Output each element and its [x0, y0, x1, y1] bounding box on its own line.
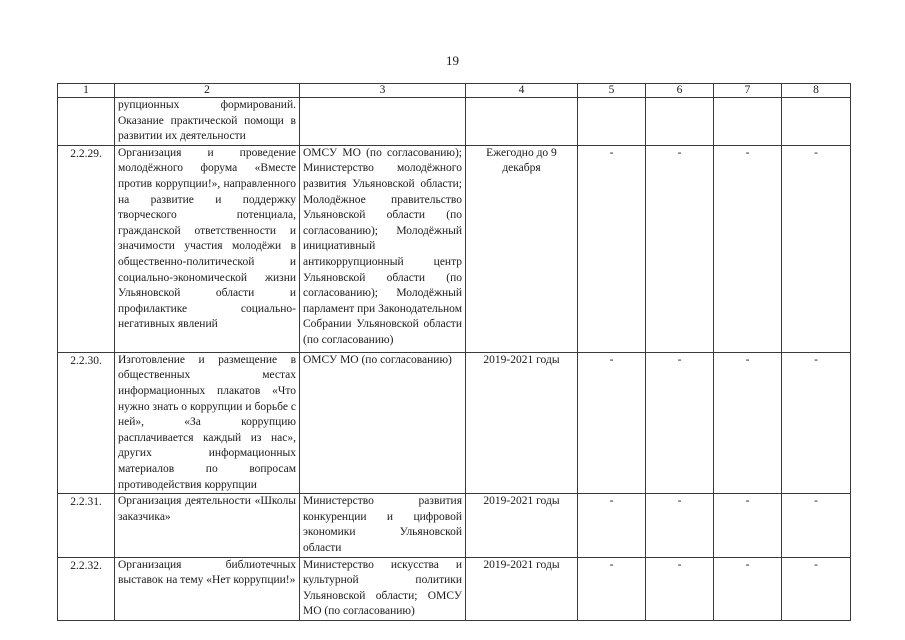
- table-row: [58, 557, 851, 620]
- column-header: 3: [300, 84, 466, 98]
- value-cell: -: [646, 352, 714, 493]
- column-header: 7: [714, 84, 782, 98]
- value-cell: -: [782, 145, 851, 352]
- action-cell: Организация библиотечных выставок на тему «Нет коррупции!»: [115, 557, 300, 620]
- value-cell: -: [714, 145, 782, 352]
- row-number: 2.2.30.: [58, 352, 115, 493]
- column-header: 4: [466, 84, 578, 98]
- action-cell: рупционных формирований. Оказание практической помощи в развитии их деятельности: [115, 98, 300, 146]
- measures-table: [57, 83, 851, 621]
- column-header: 6: [646, 84, 714, 98]
- table-row: [58, 145, 851, 352]
- row-number: 2.2.29.: [58, 145, 115, 352]
- term-cell: 2019-2021 годы: [466, 352, 578, 493]
- term-cell: 2019-2021 годы: [466, 557, 578, 620]
- action-cell: Организация и проведение молодёжного форума «Вместе против коррупции!», направленного на развитие и поддержку творческого потенциала, гражданской ответственности и значимости участия молодёжи в общественно-политической и социально-экономической жизни Ульяновской области и профилактике социально-негативных явлений: [115, 145, 300, 352]
- row-number: 2.2.32.: [58, 557, 115, 620]
- term-cell: [466, 98, 578, 146]
- executor-cell: ОМСУ МО (по согласованию): [300, 352, 466, 493]
- value-cell: -: [578, 352, 646, 493]
- value-cell: [782, 98, 851, 146]
- term-cell: Ежегодно до 9 декабря: [466, 145, 578, 352]
- value-cell: -: [646, 557, 714, 620]
- value-cell: -: [578, 494, 646, 557]
- column-header: 2: [115, 84, 300, 98]
- value-cell: [714, 98, 782, 146]
- row-number: [58, 98, 115, 146]
- table-row: [58, 494, 851, 557]
- value-cell: -: [646, 145, 714, 352]
- executor-cell: Министерство искусства и культурной политики Ульяновской области; ОМСУ МО (по согласованию): [300, 557, 466, 620]
- value-cell: -: [782, 352, 851, 493]
- table-row: [58, 98, 851, 146]
- value-cell: -: [782, 494, 851, 557]
- column-header: 8: [782, 84, 851, 98]
- value-cell: [646, 98, 714, 146]
- value-cell: -: [714, 557, 782, 620]
- row-number: 2.2.31.: [58, 494, 115, 557]
- value-cell: -: [646, 494, 714, 557]
- executor-cell: ОМСУ МО (по согласованию); Министерство молодёжного развития Ульяновской области; Молодёжное правительство Ульяновской области (по согласованию); Молодёжный инициативный антикоррупционный центр Ульяновской области (по согласованию); Молодёжный парламент при Законодательном Собрании Ульяновской области (по согласованию): [300, 145, 466, 352]
- page-number: 19: [446, 53, 459, 68]
- action-cell: Изготовление и размещение в общественных местах информационных плакатов «Что нужно знать о коррупции и борьбе с ней», «За коррупцию расплачивается каждый из нас», других информационных материалов по вопросам противодействия коррупции: [115, 352, 300, 493]
- value-cell: -: [782, 557, 851, 620]
- value-cell: -: [578, 557, 646, 620]
- executor-cell: [300, 98, 466, 146]
- value-cell: -: [714, 494, 782, 557]
- value-cell: [578, 98, 646, 146]
- table-row: [58, 352, 851, 493]
- action-cell: Организация деятельности «Школы заказчика»: [115, 494, 300, 557]
- executor-cell: Министерство развития конкуренции и цифровой экономики Ульяновской области: [300, 494, 466, 557]
- value-cell: -: [578, 145, 646, 352]
- term-cell: 2019-2021 годы: [466, 494, 578, 557]
- column-header: 5: [578, 84, 646, 98]
- value-cell: -: [714, 352, 782, 493]
- header-row: [58, 84, 851, 98]
- column-header: 1: [58, 84, 115, 98]
